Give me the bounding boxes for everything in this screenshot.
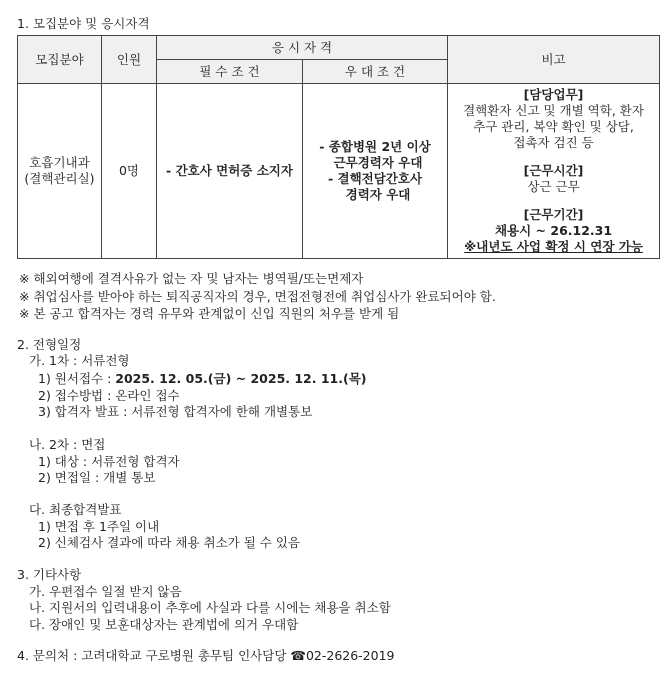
duty-title: [담당업무] xyxy=(523,87,584,102)
contact-info: 4. 문의처 : 고려대학교 구로병원 총무팀 인사담당 ☎02-2626-2019 xyxy=(17,648,395,663)
stage1-item xyxy=(38,371,367,387)
note-line: ※ 취업심사를 받아야 하는 퇴직공직자의 경우, 면접전형전에 취업심사가 완료되어야 함. xyxy=(19,289,496,304)
period-line: 채용시 ~ 26.12.31 xyxy=(494,223,613,238)
note-line: ※ 본 공고 합격자는 경력 유무와 관계없이 신입 직원의 처우를 받게 됨 xyxy=(19,306,400,321)
field-line2: (결핵관리실) xyxy=(24,171,95,186)
header-qualifications: 응 시 자 격 xyxy=(157,36,448,60)
cell-field xyxy=(18,84,102,259)
stage1-item: 2) 접수방법 : 온라인 접수 xyxy=(38,388,180,403)
stage2-title: 나. 2차 : 면접 xyxy=(29,437,106,452)
section3-item: 가. 우편접수 일절 받지 않음 xyxy=(29,584,182,599)
hours-line: 상근 근무 xyxy=(527,179,580,194)
stage2-item: 2) 면접일 : 개별 통보 xyxy=(38,470,156,485)
stage1-item: 3) 합격자 발표 : 서류전형 합격자에 한해 개별통보 xyxy=(38,404,313,419)
cell-remarks xyxy=(448,84,660,259)
stage3-item: 2) 신체검사 결과에 따라 채용 취소가 될 수 있음 xyxy=(38,535,300,550)
header-preferred: 우 대 조 건 xyxy=(303,60,448,84)
stage3-item: 1) 면접 후 1주일 이내 xyxy=(38,519,160,534)
preferred-line: 근무경력자 우대 xyxy=(333,155,423,170)
cell-required: - 간호사 면허증 소지자 xyxy=(157,84,303,259)
preferred-line: - 결핵전담간호사 xyxy=(327,171,423,186)
stage1-title: 가. 1차 : 서류전형 xyxy=(29,353,130,368)
header-field: 모집분야 xyxy=(18,36,102,84)
hours-title: [근무시간] xyxy=(523,163,584,178)
recruitment-table xyxy=(17,35,660,259)
section3-item: 나. 지원서의 입력내용이 추후에 사실과 다를 시에는 채용을 취소함 xyxy=(29,600,391,615)
preferred-line: 경력자 우대 xyxy=(345,187,411,202)
header-count: 인원 xyxy=(102,36,157,84)
duty-block xyxy=(448,87,659,151)
period-block xyxy=(448,207,659,255)
hours-block xyxy=(448,163,659,195)
section3-title: 3. 기타사항 xyxy=(17,567,82,582)
stage1-item-label: 1) 원서접수 : xyxy=(38,371,116,386)
header-remarks: 비고 xyxy=(448,36,660,84)
note-line: ※ 해외여행에 결격사유가 없는 자 및 남자는 병역필/또는면제자 xyxy=(19,271,364,286)
duty-line: 접촉자 검진 등 xyxy=(513,135,594,150)
application-period: 2025. 12. 05.(금) ~ 2025. 12. 11.(목) xyxy=(115,371,367,386)
cell-count: 0명 xyxy=(102,84,157,259)
section1-title: 1. 모집분야 및 응시자격 xyxy=(17,16,150,31)
header-required: 필 수 조 건 xyxy=(157,60,303,84)
period-note: ※내년도 사업 확정 시 연장 가능 xyxy=(464,239,643,254)
section3-item: 다. 장애인 및 보훈대상자는 관계법에 의거 우대함 xyxy=(29,617,299,632)
stage2-item: 1) 대상 : 서류전형 합격자 xyxy=(38,454,180,469)
field-line1: 호흡기내과 xyxy=(29,155,90,170)
preferred-line: - 종합병원 2년 이상 xyxy=(319,139,431,154)
duty-line: 결핵환자 신고 및 개별 역학, 환자 xyxy=(463,103,644,118)
cell-preferred xyxy=(303,84,448,259)
duty-line: 추구 관리, 복약 확인 및 상담, xyxy=(473,119,634,134)
section2-title: 2. 전형일정 xyxy=(17,337,82,352)
period-title: [근무기간] xyxy=(523,207,584,222)
stage3-title: 다. 최종합격발표 xyxy=(29,502,122,517)
